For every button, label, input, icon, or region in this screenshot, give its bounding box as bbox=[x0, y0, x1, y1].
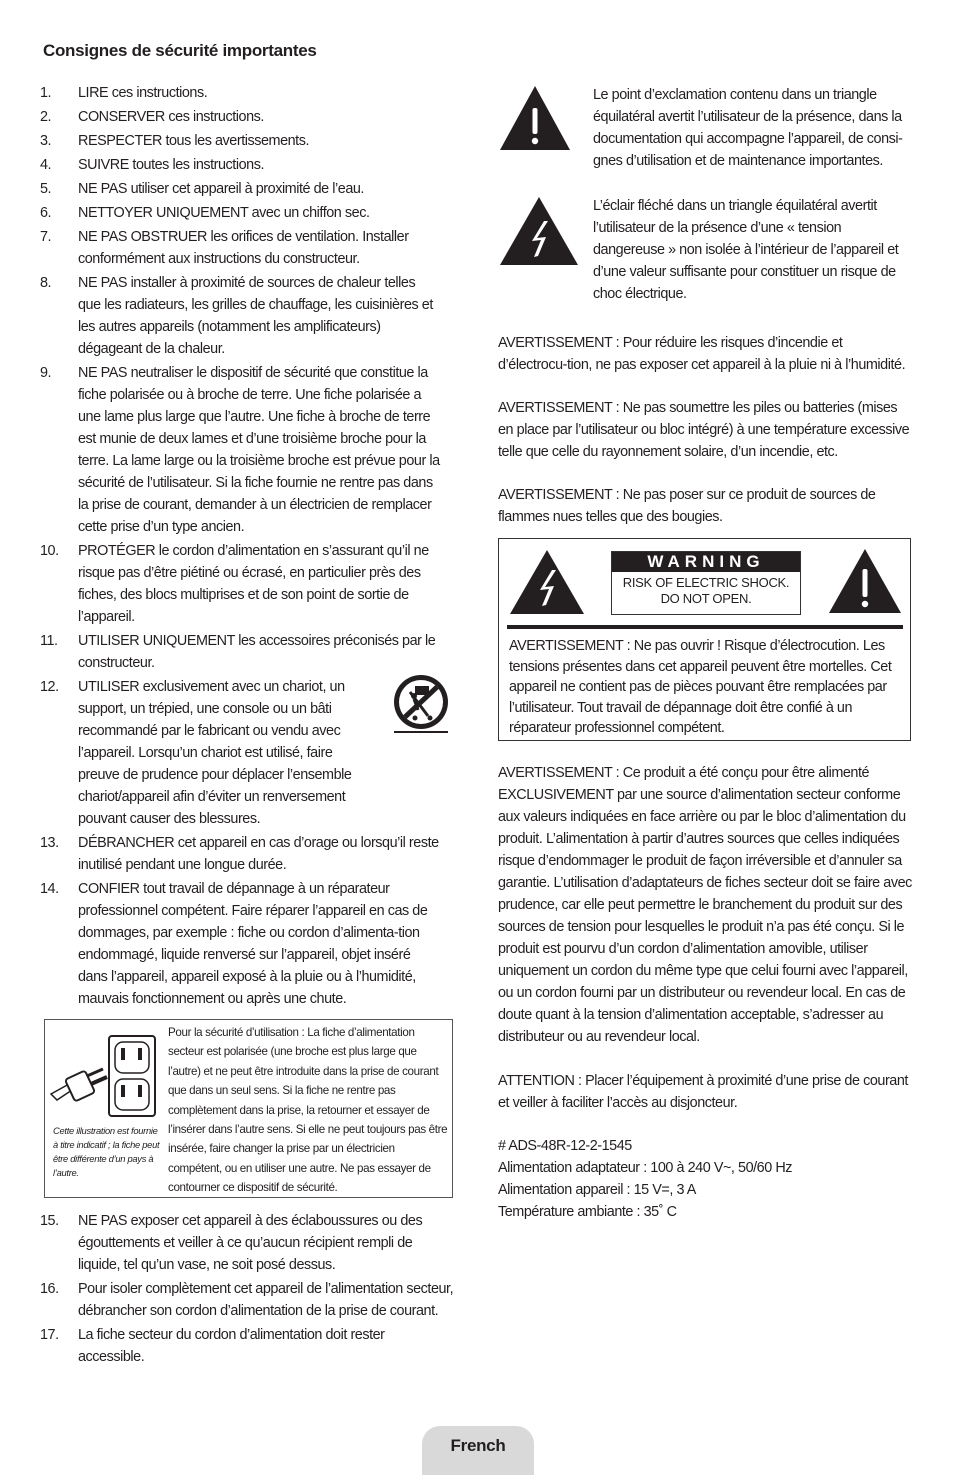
polarized-plug-icon bbox=[49, 1030, 159, 1122]
power-warning: AVERTISSEMENT : Ce produit a été conçu pour être alimenté EXCLUSIVEMENT par une source d’alimentation secteur conforme aux valeurs indiquées en face arrière ou par le bloc d’alimentation du produit. L’alimentation à partir d’autres sources que celles indiquées risque d’endommager le produit de façon irréversible et d’annuler sa garantie. L’utilisation d’adaptateurs de fiches secteur doit se faire avec prudence, car elle peut permettre le branchement du produit sur des sources de tension pour lesquelles le produit n’a pas été conçu. Si le produit est pourvu d’un cordon d’alimentation amovible, utiliser uniquement un cordon du même type que celui fourni avec l’appareil, ou un cordon fourni par un distributeur ou revendeur local. En cas de doute quant à la tension d’alimentation acceptable, s’adresser au distributeur ou au revendeur local. bbox=[498, 765, 912, 1045]
list-item bbox=[40, 832, 440, 876]
item-number: 10. bbox=[40, 543, 59, 559]
list-item bbox=[40, 226, 440, 270]
warning-heading: WARNING bbox=[612, 552, 800, 572]
warning-subtext bbox=[612, 572, 800, 607]
lightning-description: L’éclair fléché dans un triangle équilatéral avertit l’utilisateur de la présence d’une « tension dangereuse » non isolée à l’intérieur de l’appareil et d’une valeur suffisante pour constituer un risque de choc électrique. bbox=[593, 198, 899, 302]
item-number: 13. bbox=[40, 835, 59, 851]
warning-line-1: RISK OF ELECTRIC SHOCK. bbox=[622, 575, 790, 590]
item-number: 15. bbox=[40, 1213, 59, 1229]
item-number: 4. bbox=[40, 157, 52, 173]
list-item bbox=[40, 1278, 455, 1322]
page-title: Consignes de sécurité importantes bbox=[43, 41, 317, 60]
instructions-list bbox=[40, 82, 440, 1012]
plug-caption: Cette illustration est fournie à titre indicatif ; la fiche peut être différente d’un pays à l’autre. bbox=[53, 1125, 160, 1178]
list-item bbox=[40, 630, 440, 674]
item-text: UTILISER UNIQUEMENT les accessoires préconisés par le constructeur. bbox=[78, 633, 436, 671]
item-text: DÉBRANCHER cet appareil en cas d’orage ou lorsqu’il reste inutilisé pendant une longue durée. bbox=[78, 835, 439, 873]
item-number: 11. bbox=[40, 633, 58, 649]
list-item bbox=[40, 106, 440, 128]
item-number: 16. bbox=[40, 1281, 59, 1297]
exclamation-triangle-icon bbox=[827, 547, 903, 615]
list-item bbox=[40, 540, 440, 628]
language-tab bbox=[422, 1426, 534, 1475]
item-text: CONSERVER ces instructions. bbox=[78, 109, 264, 125]
item-number: 9. bbox=[40, 365, 52, 381]
list-item bbox=[40, 362, 440, 538]
cart-tipover-icon bbox=[388, 672, 454, 738]
spec-temperature: Température ambiante : 35˚ C bbox=[498, 1204, 677, 1220]
specifications bbox=[498, 1135, 913, 1223]
item-number: 6. bbox=[40, 205, 52, 221]
spec-adapter: Alimentation adaptateur : 100 à 240 V~, 50/60 Hz bbox=[498, 1160, 793, 1176]
item-number: 1. bbox=[40, 85, 52, 101]
warning-line-2: DO NOT OPEN. bbox=[660, 591, 752, 606]
list-item bbox=[40, 130, 440, 152]
item-text: La fiche secteur du cordon d’alimentation doit rester accessible. bbox=[78, 1327, 385, 1365]
item-number: 8. bbox=[40, 275, 52, 291]
item-text: RESPECTER tous les avertissements. bbox=[78, 133, 310, 149]
exclamation-triangle-icon bbox=[498, 84, 572, 152]
instructions-list-continued bbox=[40, 1210, 455, 1370]
list-item bbox=[40, 154, 440, 176]
item-text: PROTÉGER le cordon d’alimentation en s’assurant qu’il ne risque pas d’être piétiné ou écrasé, en particulier près des fiches, des blocs multiprises et de son point de sortie de l’appareil. bbox=[78, 543, 429, 625]
item-text: NE PAS neutraliser le dispositif de sécurité que constitue la fiche polarisée ou à broche de terre. Une fiche polarisée a une lame plus large que l’autre. Une fiche à broche de terre est munie de deux lames et d’une troisième broche pour la terre. La lame large ou la troisième broche est prévue pour la sécurité de l’utilisateur. Si la fiche fournie ne rentre pas dans la prise de courant, demander à un électricien de remplacer cette prise d’un type ancien. bbox=[78, 365, 440, 535]
item-text: UTILISER exclusivement avec un chariot, un support, un trépied, une console ou un bâti recommandé par le fabricant ou vendu avec l’appareil. Lorsqu’un chariot est utilisé, faire preuve de prudence pour déplacer l’ensemble chariot/appareil afin d’éviter un renversement pouvant causer des blessures. bbox=[78, 679, 352, 827]
list-item bbox=[40, 1210, 455, 1276]
spec-model: # ADS-48R-12-2-1545 bbox=[498, 1138, 632, 1154]
item-text: NE PAS utiliser cet appareil à proximité de l’eau. bbox=[78, 181, 364, 197]
item-number: 3. bbox=[40, 133, 52, 149]
warning-flames: AVERTISSEMENT : Ne pas poser sur ce produit de sources de flammes nues telles que des bougies. bbox=[498, 487, 876, 525]
exclamation-description: Le point d’exclamation contenu dans un triangle équilatéral avertit l’utilisateur de la présence, dans la documentation qui accompagne l’appareil, de consi-gnes d’utilisation et de maintenance importantes. bbox=[593, 87, 903, 169]
item-number: 17. bbox=[40, 1327, 59, 1343]
item-text: NE PAS installer à proximité de sources de chaleur telles que les radiateurs, les grilles de chauffage, les cuisinières et les autres appareils (notamment les amplificateurs) dégageant de la chaleur. bbox=[78, 275, 433, 357]
warning-label bbox=[611, 551, 801, 615]
item-number: 7. bbox=[40, 229, 52, 245]
list-item bbox=[40, 878, 440, 1010]
list-item bbox=[40, 82, 440, 104]
attention-note: ATTENTION : Placer l’équipement à proximité d’une prise de courant et veiller à faciliter l’accès au disjoncteur. bbox=[498, 1073, 908, 1111]
language-label: French bbox=[450, 1436, 506, 1455]
list-item bbox=[40, 178, 440, 200]
lightning-triangle-icon bbox=[508, 548, 586, 616]
lightning-triangle-icon bbox=[498, 195, 580, 267]
item-text: NE PAS OBSTRUER les orifices de ventilation. Installer conformément aux instructions du constructeur. bbox=[78, 229, 409, 267]
warning-box-text: AVERTISSEMENT : Ne pas ouvrir ! Risque d’électrocution. Les tensions présentes dans cet appareil peuvent être mortelles. Cet appareil ne contient pas de pièces pouvant être remplacées par l’utilisateur. Tout travail de dépannage doit être confié à un réparateur professionnel compétent. bbox=[509, 638, 892, 736]
plug-text: Pour la sécurité d’utilisation : La fiche d’alimentation secteur est polarisée (une broche est plus large que l’autre) et ne peut être introduite dans la prise de courant que dans un seul sens. Si la fiche ne rentre pas complètement dans la prise, la retourner et essayer de l’insérer dans l’autre sens. Si elle ne peut toujours pas être insérée, faire changer la prise par un électricien compétent, ou en utiliser une autre. Ne pas essayer de contourner ce dispositif de sécurité. bbox=[168, 1026, 448, 1195]
warning-batteries: AVERTISSEMENT : Ne pas soumettre les piles ou batteries (mises en place par l’utilisateur ou bloc intégré) à une température excessive telle que celle du rayonnement solaire, d’un incendie, etc. bbox=[498, 400, 910, 460]
item-text: Pour isoler complètement cet appareil de l’alimentation secteur, débrancher son cordon d’alimentation de la prise de courant. bbox=[78, 1281, 454, 1319]
item-text: CONFIER tout travail de dépannage à un réparateur professionnel compétent. Faire réparer l’appareil en cas de dommages, par exemple : fiche ou cordon d’alimenta-tion endommagé, liquide renversé sur l’appareil, objet inséré dans l’appareil, appareil exposé à la pluie ou à l’humidité, mauvais fonctionnement ou après une chute. bbox=[78, 881, 428, 1007]
list-item bbox=[40, 272, 440, 360]
item-number: 2. bbox=[40, 109, 52, 125]
warning-divider bbox=[507, 625, 903, 629]
item-number: 14. bbox=[40, 881, 59, 897]
item-text: NE PAS exposer cet appareil à des éclaboussures ou des égouttements et veiller à ce qu’aucun récipient rempli de liquide, tel qu’un vase, ne soit posé dessus. bbox=[78, 1213, 423, 1273]
item-text: NETTOYER UNIQUEMENT avec un chiffon sec. bbox=[78, 205, 370, 221]
list-item bbox=[40, 676, 440, 830]
list-item bbox=[40, 1324, 455, 1368]
item-number: 12. bbox=[40, 679, 59, 695]
polarized-plug-box bbox=[44, 1019, 453, 1198]
item-text: SUIVRE toutes les instructions. bbox=[78, 157, 265, 173]
item-text: LIRE ces instructions. bbox=[78, 85, 208, 101]
warning-rain: AVERTISSEMENT : Pour réduire les risques d’incendie et d’électrocu-tion, ne pas exposer cet appareil à la pluie ni à l’humidité. bbox=[498, 335, 906, 373]
spec-device: Alimentation appareil : 15 V=, 3 A bbox=[498, 1182, 696, 1198]
list-item bbox=[40, 202, 440, 224]
item-number: 5. bbox=[40, 181, 52, 197]
shock-warning-box bbox=[498, 538, 911, 741]
